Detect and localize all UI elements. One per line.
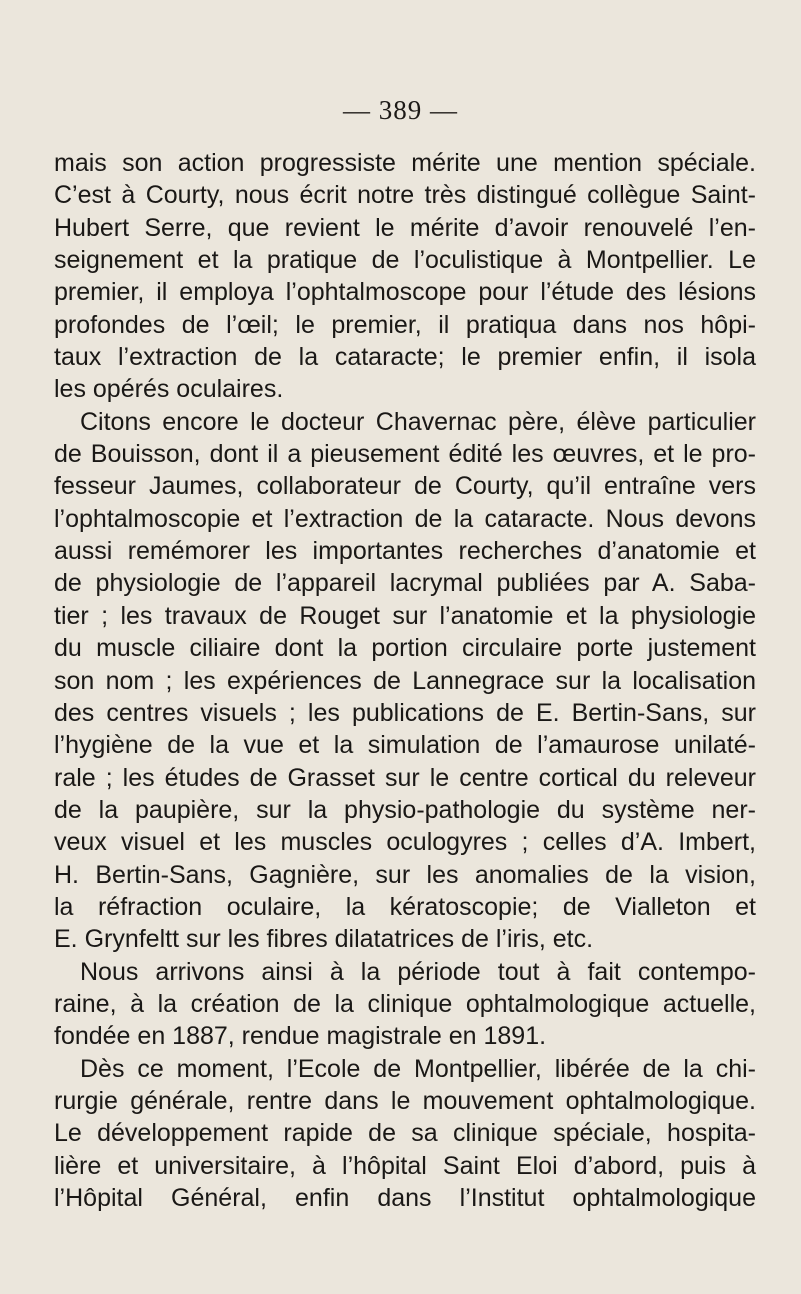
text-line: l’Hôpital Général, enfin dans l’Institut ophtalmologique xyxy=(54,1184,756,1212)
text-line: de Bouisson, dont il a pieusement édité les œuvres, et le pro- xyxy=(54,440,756,469)
body-text xyxy=(54,147,756,1214)
text-line: H. Bertin-Sans, Gagnière, sur les anomalies de la vision, xyxy=(54,860,756,889)
text-line: lière et universitaire, à l’hôpital Saint Eloi d’abord, puis à xyxy=(54,1151,756,1180)
text-line: l’hygiène de la vue et la simulation de l’amaurose unilaté- xyxy=(54,731,756,760)
text-line: Hubert Serre, que revient le mérite d’avoir renouvelé l’en- xyxy=(54,213,756,242)
text-line: mais son action progressiste mérite une mention spéciale. xyxy=(54,149,756,177)
text-line: les opérés oculaires. xyxy=(54,375,284,404)
text-line: raine, à la création de la clinique ophtalmologique actuelle, xyxy=(54,989,756,1018)
text-line: des centres visuels ; les publications de E. Bertin-Sans, sur xyxy=(54,698,756,727)
text-line: du muscle ciliaire dont la portion circulaire porte justement xyxy=(54,634,756,663)
text-line: Dès ce moment, l’Ecole de Montpellier, libérée de la chi- xyxy=(80,1054,756,1083)
text-line: premier, il employa l’ophtalmoscope pour l’étude des lésions xyxy=(54,278,756,307)
text-line: fesseur Jaumes, collaborateur de Courty, qu’il entraîne vers xyxy=(54,472,756,501)
text-line: seignement et la pratique de l’oculistique à Montpellier. Le xyxy=(54,246,756,275)
text-line: veux visuel et les muscles oculogyres ; celles d’A. Imbert, xyxy=(54,828,756,857)
text-line: C’est à Courty, nous écrit notre très distingué collègue Saint- xyxy=(54,181,756,210)
text-line: la réfraction oculaire, la kératoscopie; de Vialleton et xyxy=(54,892,756,921)
text-line: rurgie générale, rentre dans le mouvement ophtalmologique. xyxy=(54,1086,756,1115)
text-line: son nom ; les expériences de Lannegrace sur la localisation xyxy=(54,666,756,695)
text-line: E. Grynfeltt sur les fibres dilatatrices de l’iris, etc. xyxy=(54,925,594,954)
text-line: aussi remémorer les importantes recherches d’anatomie et xyxy=(54,537,756,566)
page-number: — 389 — xyxy=(343,95,458,125)
text-line: fondée en 1887, rendue magistrale en 1891. xyxy=(54,1022,547,1051)
text-line: Le développement rapide de sa clinique spéciale, hospita- xyxy=(54,1119,756,1148)
text-line: tier ; les travaux de Rouget sur l’anatomie et la physiologie xyxy=(54,601,756,630)
text-line: Nous arrivons ainsi à la période tout à fait contempo- xyxy=(80,957,756,986)
text-line: rale ; les études de Grasset sur le centre cortical du releveur xyxy=(54,763,756,792)
text-line: de la paupière, sur la physio-pathologie du système ner- xyxy=(54,795,756,824)
text-line: taux l’extraction de la cataracte; le premier enfin, il isola xyxy=(54,343,756,372)
text-line: profondes de l’œil; le premier, il pratiqua dans nos hôpi- xyxy=(54,310,756,339)
text-line: l’ophtalmoscopie et l’extraction de la cataracte. Nous devons xyxy=(54,504,756,533)
text-line: de physiologie de l’appareil lacrymal publiées par A. Saba- xyxy=(54,569,756,598)
text-line: Citons encore le docteur Chavernac père, élève particulier xyxy=(80,407,756,436)
